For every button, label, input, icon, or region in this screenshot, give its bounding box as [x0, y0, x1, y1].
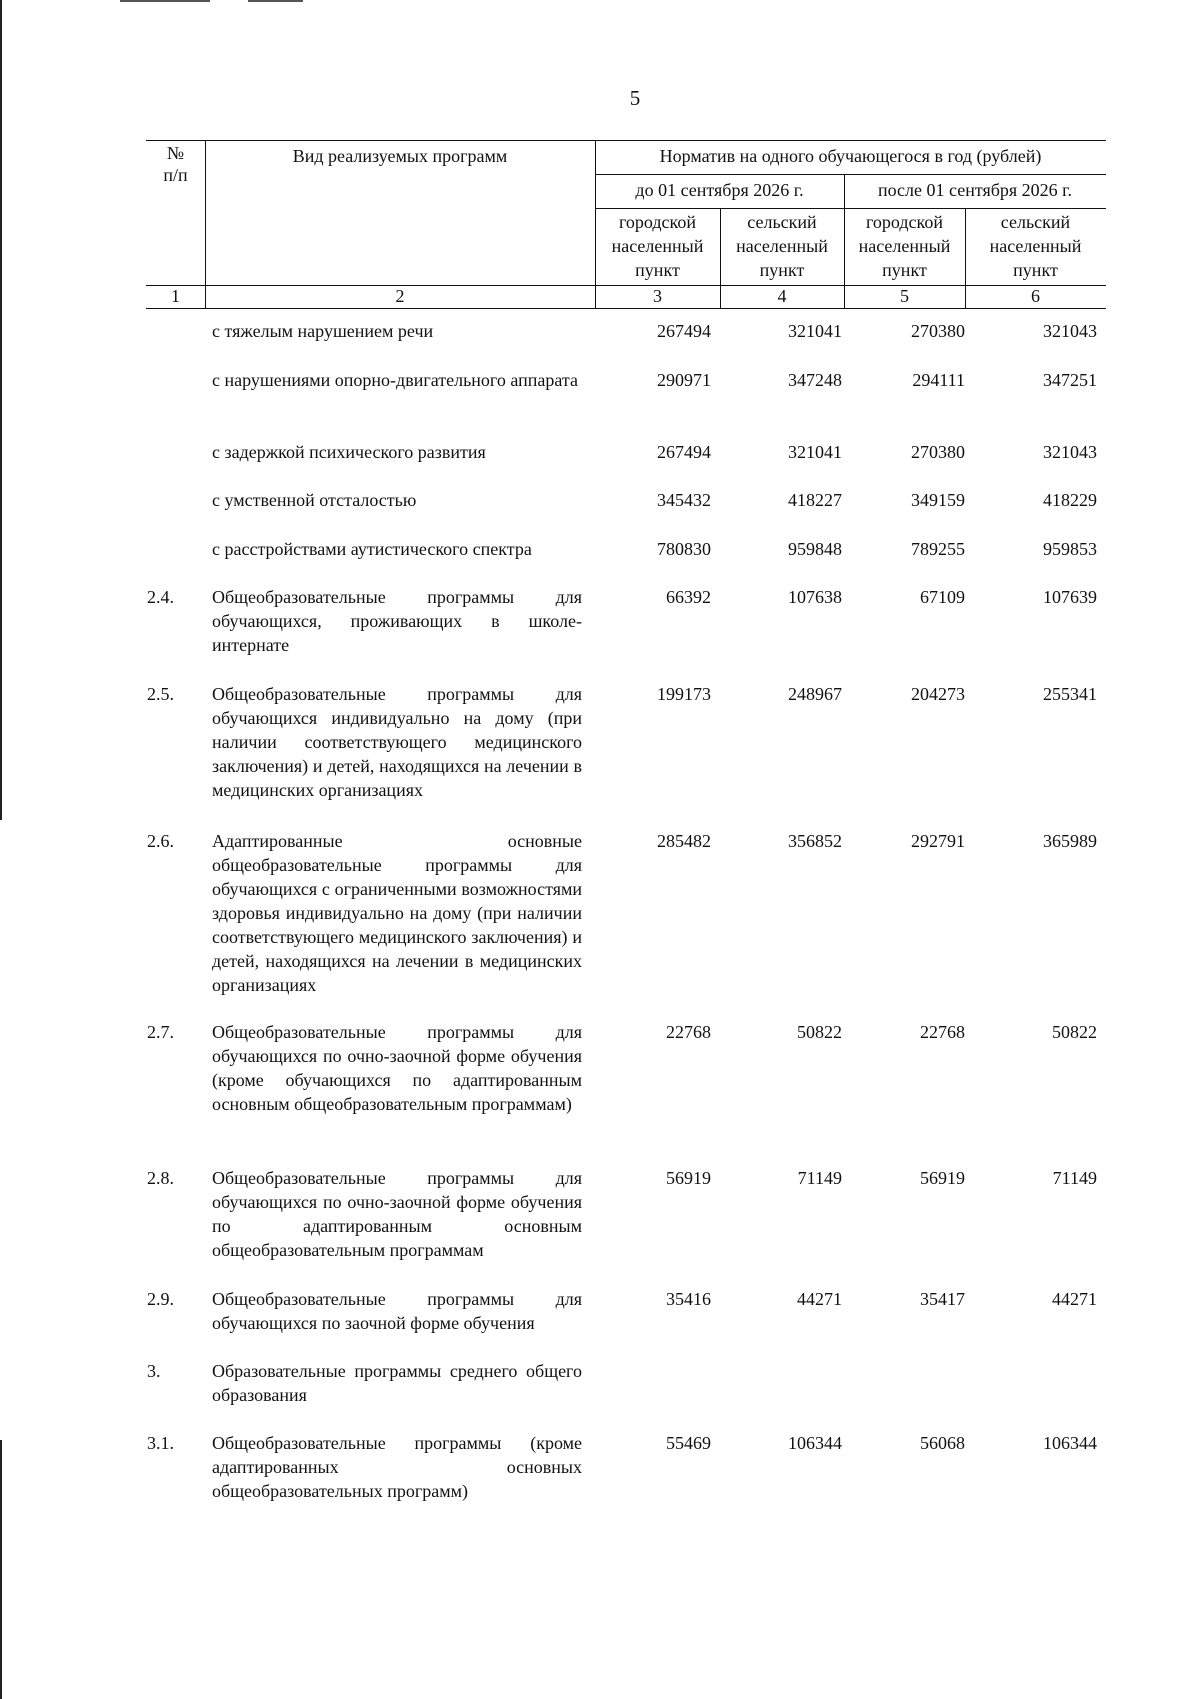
row-description: Общеобразовательные программы для обучающихся индивидуально на дому (при наличии соответствующего медицинского заключения) и детей, находящихся на лечении в медицинских организациях	[212, 684, 582, 800]
header-urban-after: городской населенный пункт	[858, 212, 951, 280]
value-col-6: 106344	[1043, 1433, 1097, 1453]
value-col-5: 270380	[911, 321, 965, 341]
value-col-5: 292791	[911, 831, 965, 851]
header-period-after: после 01 сентября 2026 г.	[877, 180, 1073, 200]
row-number: 2.6.	[147, 831, 174, 851]
value-col-4: 321041	[788, 321, 842, 341]
value-col-6: 107639	[1043, 587, 1097, 607]
value-col-4: 418227	[788, 490, 842, 510]
value-col-6: 347251	[1043, 370, 1097, 390]
value-col-3: 267494	[657, 442, 711, 462]
header-normative: Норматив на одного обучающегося в год (рублей)	[659, 146, 1042, 166]
scan-edge-left	[0, 0, 2, 820]
value-col-6: 255341	[1043, 684, 1097, 704]
page-number: 5	[629, 86, 641, 110]
header-num: № п/п	[163, 143, 188, 185]
row-description: с нарушениями опорно-двигательного аппарата	[212, 370, 578, 390]
scan-mark	[120, 0, 210, 2]
value-col-4: 50822	[797, 1022, 842, 1042]
value-col-6: 959853	[1043, 539, 1097, 559]
value-col-5: 349159	[911, 490, 965, 510]
value-col-4: 71149	[797, 1168, 842, 1188]
row-description: с задержкой психического развития	[212, 442, 486, 462]
row-description: Общеобразовательные программы для обучающихся по очно-заочной форме обучения (кроме обучающихся по адаптированным основным общеобразовательным программам)	[212, 1022, 582, 1114]
value-col-4: 44271	[797, 1289, 842, 1309]
value-col-5: 35417	[920, 1289, 965, 1309]
row-description: Адаптированные основные общеобразовательные программы для обучающихся с ограниченными возможностями здоровья индивидуально на дому (при наличии соответствующего медицинского заключения) и детей, находящихся на лечении в медицинских организациях	[212, 831, 582, 995]
value-col-6: 44271	[1052, 1289, 1097, 1309]
value-col-6: 71149	[1052, 1168, 1097, 1188]
value-col-5: 22768	[920, 1022, 965, 1042]
value-col-4: 356852	[788, 831, 842, 851]
col-number-5: 5	[900, 286, 909, 306]
value-col-5: 204273	[911, 684, 965, 704]
row-description: Образовательные программы среднего общего образования	[212, 1361, 582, 1405]
row-number: 2.7.	[147, 1022, 174, 1042]
value-col-3: 285482	[657, 831, 711, 851]
value-col-3: 35416	[666, 1289, 711, 1309]
table-header	[146, 140, 1106, 310]
value-col-6: 321043	[1043, 442, 1097, 462]
value-col-6: 50822	[1052, 1022, 1097, 1042]
value-col-5: 56068	[920, 1433, 965, 1453]
scan-edge-left	[0, 1440, 2, 1699]
value-col-4: 248967	[788, 684, 842, 704]
value-col-5: 56919	[920, 1168, 965, 1188]
row-description: с умственной отсталостью	[212, 490, 417, 510]
header-program: Вид реализуемых программ	[292, 146, 508, 166]
value-col-4: 959848	[788, 539, 842, 559]
row-number: 3.	[147, 1361, 161, 1381]
value-col-3: 66392	[666, 587, 711, 607]
value-col-5: 294111	[912, 370, 965, 390]
value-col-3: 345432	[657, 490, 711, 510]
value-col-6: 365989	[1043, 831, 1097, 851]
scan-mark	[248, 0, 303, 2]
value-col-3: 56919	[666, 1168, 711, 1188]
col-number-1: 1	[171, 286, 180, 306]
row-description: Общеобразовательные программы для обучающихся по заочной форме обучения	[212, 1289, 582, 1333]
row-description: с тяжелым нарушением речи	[212, 321, 434, 341]
row-number: 3.1.	[147, 1433, 174, 1453]
header-rural-after: сельский населенный пункт	[989, 212, 1082, 280]
value-col-5: 270380	[911, 442, 965, 462]
value-col-3: 780830	[657, 539, 711, 559]
row-description: с расстройствами аутистического спектра	[212, 539, 532, 559]
row-number: 2.4.	[147, 587, 174, 607]
row-description: Общеобразовательные программы (кроме адаптированных основных общеобразовательных программ)	[212, 1433, 582, 1501]
row-number: 2.8.	[147, 1168, 174, 1188]
value-col-4: 107638	[788, 587, 842, 607]
value-col-4: 106344	[788, 1433, 842, 1453]
row-number: 2.9.	[147, 1289, 174, 1309]
header-urban-before: городской населенный пункт	[611, 212, 704, 280]
value-col-3: 290971	[657, 370, 711, 390]
col-number-3: 3	[653, 286, 662, 306]
value-col-4: 321041	[788, 442, 842, 462]
header-rural-before: сельский населенный пункт	[736, 212, 828, 280]
col-number-4: 4	[777, 286, 787, 306]
value-col-6: 321043	[1043, 321, 1097, 341]
value-col-3: 267494	[657, 321, 711, 341]
row-description: Общеобразовательные программы для обучающихся по очно-заочной форме обучения по адаптированным основным общеобразовательным программам	[212, 1168, 582, 1260]
header-period-before: до 01 сентября 2026 г.	[635, 180, 804, 200]
value-col-4: 347248	[788, 370, 842, 390]
col-number-6: 6	[1031, 286, 1040, 306]
value-col-5: 789255	[911, 539, 965, 559]
row-description: Общеобразовательные программы для обучающихся, проживающих в школе-интернате	[212, 587, 582, 655]
value-col-3: 199173	[657, 684, 711, 704]
value-col-5: 67109	[920, 587, 965, 607]
col-number-2: 2	[395, 286, 405, 306]
value-col-3: 55469	[666, 1433, 711, 1453]
value-col-6: 418229	[1043, 490, 1097, 510]
row-number: 2.5.	[147, 684, 174, 704]
value-col-3: 22768	[666, 1022, 711, 1042]
